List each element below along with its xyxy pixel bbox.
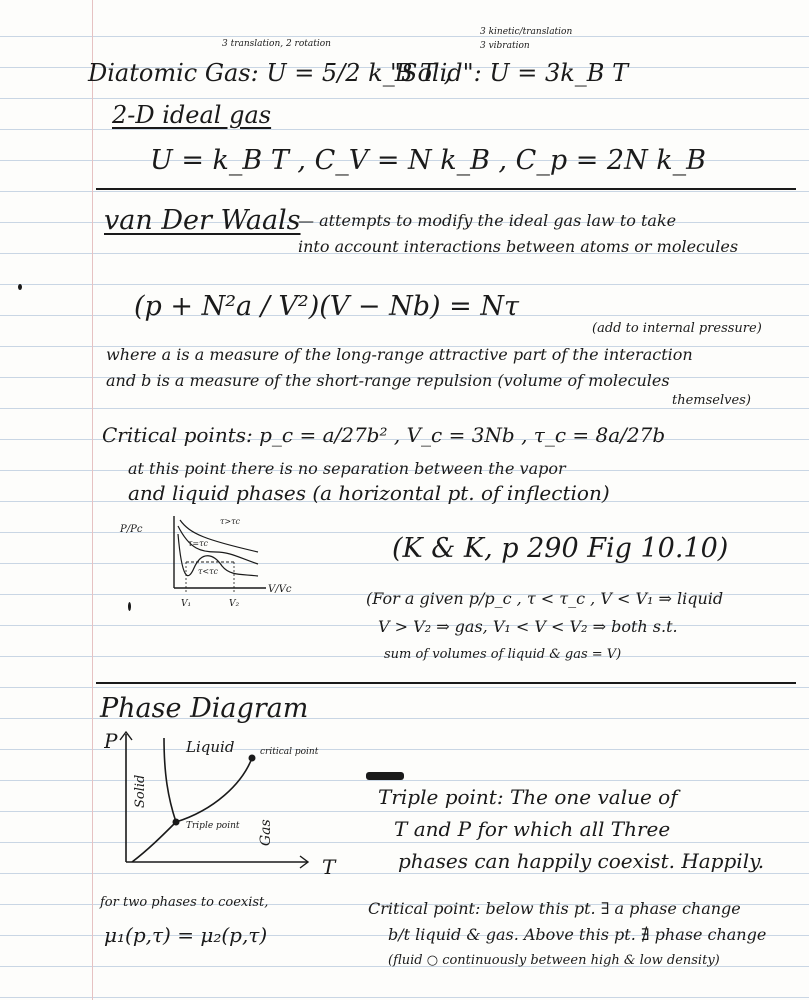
- solid-energy-equation: "Solid": U = 3k_B T: [390, 59, 629, 87]
- kittel-kroemer-reference: (K & K, p 290 Fig 10.10): [392, 533, 729, 564]
- solid-phase-label: Solid: [133, 774, 148, 808]
- chemical-potential-equality: μ₁(p,τ) = μ₂(p,τ): [104, 923, 268, 947]
- v1-label: V₁: [181, 599, 192, 609]
- diatomic-gas-equation: Diatomic Gas: U = 5/2 k_B T ,: [88, 59, 452, 87]
- phase-pressure-axis-label: P: [104, 729, 118, 753]
- triple-point-label: Triple point: [186, 821, 240, 831]
- vaporization-curve: [176, 758, 252, 822]
- critical-points-formulas: Critical points: p_c = a/27b² , V_c = 3Nb , τ_c = 8a/27b: [102, 423, 666, 447]
- van-der-waals-equation: (p + N²a / V²)(V − Nb) = Nτ: [134, 291, 519, 322]
- melting-curve: [164, 738, 176, 822]
- translation-rotation-note: 3 translation, 2 rotation: [222, 39, 331, 49]
- curve-tau-greater-label: τ>τc: [220, 517, 241, 526]
- van-der-waals-description-1: — attempts to modify the ideal gas law to take: [298, 211, 677, 230]
- margin-line: [92, 0, 93, 1000]
- curve-tau-less-label: τ<τc: [198, 567, 219, 576]
- vibration-note: 3 vibration: [480, 41, 530, 51]
- ideal-gas-2d-equation: U = k_B T , C_V = N k_B , C_p = 2N k_B: [150, 145, 707, 176]
- critical-point-definition-1: Critical point: below this pt. ∃ a phase change: [368, 899, 741, 918]
- coexistence-condition: for two phases to coexist,: [100, 895, 269, 910]
- phase-diagram-sketch: [104, 728, 354, 878]
- section-divider: [96, 188, 796, 190]
- parameter-a-definition: where a is a measure of the long-range attractive part of the interaction: [106, 345, 693, 364]
- section-divider: [96, 682, 796, 684]
- triple-point-definition-3: phases can happily coexist. Happily.: [398, 849, 765, 873]
- van-der-waals-title: van Der Waals: [104, 205, 301, 236]
- van-der-waals-description-2: into account interactions between atoms or molecules: [298, 237, 739, 256]
- curve-tau-equal-label: τ=τc: [188, 539, 209, 548]
- parameter-b-definition: and b is a measure of the short-range repulsion (volume of molecules: [106, 371, 670, 390]
- sublimation-curve: [132, 822, 176, 862]
- critical-point-marker: [249, 755, 256, 762]
- pv-x-axis-label: V/Vc: [268, 584, 292, 595]
- critical-point-label: critical point: [260, 747, 319, 757]
- phase-temperature-axis-label: T: [322, 855, 336, 878]
- molecule-volume-note: themselves): [672, 393, 751, 408]
- gas-phase-label: Gas: [258, 819, 274, 846]
- scribble-mark: [366, 772, 404, 780]
- v2-label: V₂: [229, 599, 240, 609]
- ideal-gas-2d-title: 2-D ideal gas: [112, 101, 272, 129]
- triple-point-marker: [173, 819, 180, 826]
- internal-pressure-annotation: (add to internal pressure): [592, 321, 762, 336]
- critical-points-description-2: and liquid phases (a horizontal pt. of inflection): [128, 481, 610, 505]
- pv-isotherm-sketch: [118, 510, 298, 612]
- vapor-liquid-condition-2: V > V₂ ⇒ gas, V₁ < V < V₂ ⇒ both s.t.: [378, 617, 678, 636]
- liquid-phase-label: Liquid: [186, 738, 235, 756]
- critical-points-description-1: at this point there is no separation between the vapor: [128, 459, 566, 478]
- kinetic-translation-note: 3 kinetic/translation: [480, 27, 573, 37]
- vapor-liquid-condition-1: (For a given p/p_c , τ < τ_c , V < V₁ ⇒ liquid: [366, 589, 724, 608]
- stray-mark: [128, 602, 131, 611]
- vapor-liquid-condition-3: sum of volumes of liquid & gas = V): [384, 647, 622, 662]
- critical-point-definition-2: b/t liquid & gas. Above this pt. ∄ phase change: [388, 925, 767, 944]
- stray-mark: [18, 284, 22, 290]
- pv-y-axis-label: P/Pc: [120, 524, 143, 535]
- phase-diagram-title: Phase Diagram: [100, 693, 309, 724]
- triple-point-definition-2: T and P for which all Three: [394, 817, 671, 841]
- triple-point-definition-1: Triple point: The one value of: [378, 785, 678, 809]
- critical-point-definition-3: (fluid ○ continuously between high & low density): [388, 953, 720, 968]
